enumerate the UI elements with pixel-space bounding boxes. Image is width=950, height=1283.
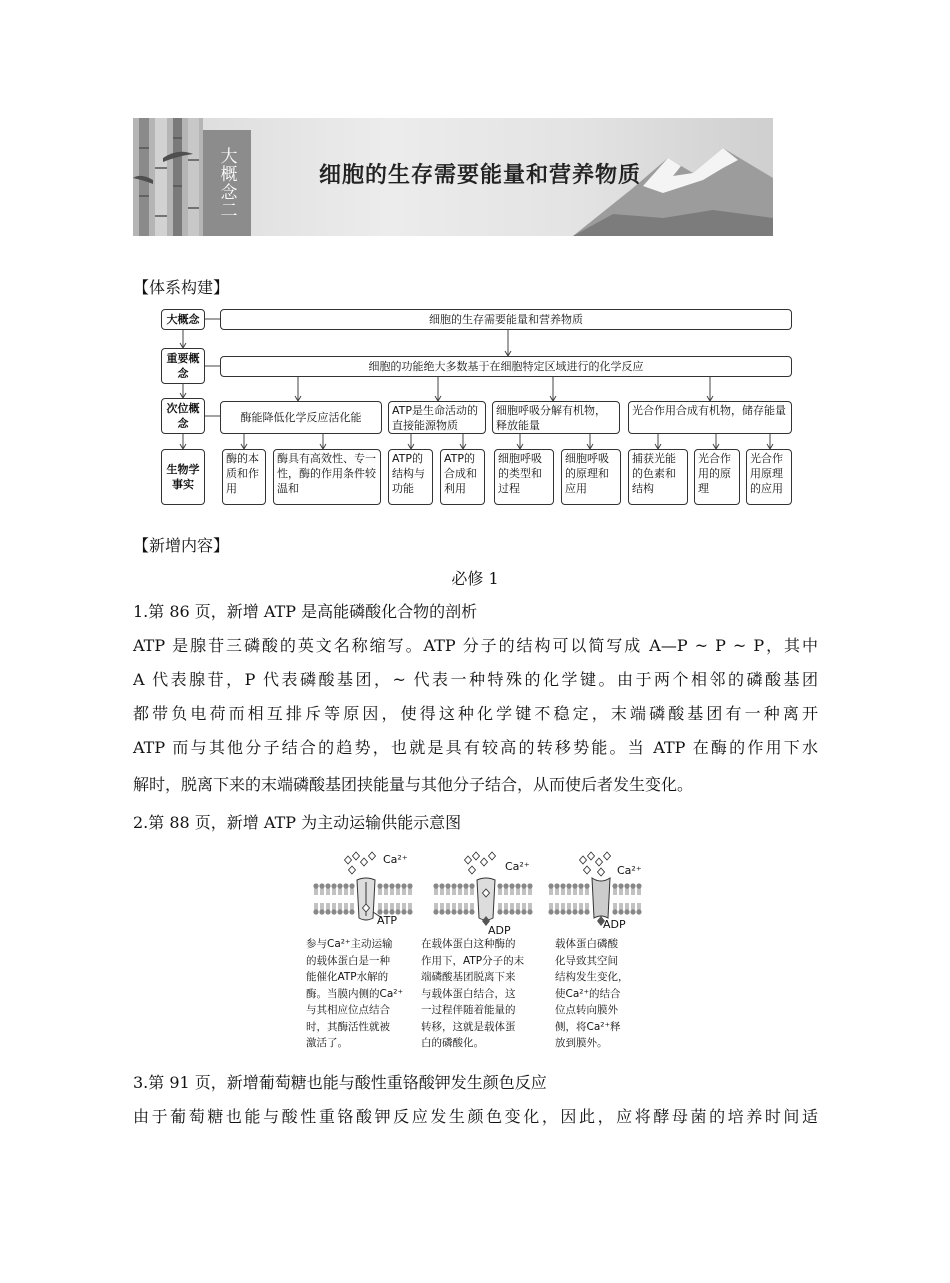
item-heading: 1.第 86 页，新增 ATP 是高能磷酸化合物的剖析 — [133, 602, 478, 621]
item-heading: 3.第 91 页，新增葡萄糖也能与酸性重铬酸钾发生颜色反应 — [133, 1073, 547, 1092]
label-important-concept: 重要概念 — [161, 348, 205, 384]
fact-box: ATP的结构与功能 — [388, 449, 433, 505]
fact-box: 光合作用原理的应用 — [746, 449, 792, 505]
item-heading: 2.第 88 页，新增 ATP 为主动运输供能示意图 — [133, 813, 462, 832]
paragraph-line: 解时，脱离下来的末端磷酸基团挟能量与其他分子结合，从而使后者发生变化。 — [133, 775, 694, 794]
sub-concept-atp: ATP是生命活动的直接能源物质 — [388, 401, 486, 434]
figure-caption-1: 参与Ca²⁺主动运输 的载体蛋白是一种 能催化ATP水解的 酶。当膜内侧的Ca²⁺ 与其相应位点结合 时，其酶活性就被 激活了。 — [306, 938, 404, 1049]
ion-label: Ca²⁺ — [617, 864, 642, 877]
paragraph-line: ATP 是腺苷三磷酸的英文名称缩写。ATP 分子的结构可以简写成 A—P ~ P ~ P，其中 — [133, 636, 818, 655]
label-big-concept: 大概念 — [161, 309, 205, 330]
paragraph-line: A 代表腺苷，P 代表磷酸基团，~ 代表一种特殊的化学键。由于两个相邻的磷酸基团 — [133, 670, 818, 689]
paragraph-line: 由于葡萄糖也能与酸性重铬酸钾反应发生颜色变化，因此，应将酵母菌的培养时间适 — [133, 1107, 818, 1126]
bamboo-illustration — [133, 118, 203, 236]
ion-label: Ca²⁺ — [505, 860, 530, 873]
atp-active-transport-figure — [305, 848, 650, 1058]
concept-map — [158, 303, 798, 513]
fact-box: ATP的合成和利用 — [440, 449, 485, 505]
sub-concept-respiration: 细胞呼吸分解有机物，释放能量 — [492, 401, 620, 434]
paragraph-line: ATP 而与其他分子结合的趋势，也就是具有较高的转移势能。当 ATP 在酶的作用下水 — [133, 738, 818, 757]
paragraph-line: 都带负电荷而相互排斥等原因，使得这种化学键不稳定，末端磷酸基团有一种离开 — [133, 704, 818, 723]
adp-label: ADP — [603, 918, 626, 931]
section-heading-new-content: 【新增内容】 — [133, 536, 230, 555]
fact-box: 酶的本质和作用 — [222, 449, 266, 505]
adp-label: ADP — [488, 924, 511, 937]
label-sub-concept: 次位概念 — [161, 398, 205, 434]
figure-caption-3: 载体蛋白磷酸 化导致其空间 结构发生变化， 使Ca²⁺的结合 位点转向膜外 侧，将Ca²⁺释 放到膜外。 — [555, 938, 629, 1049]
label-bio-facts: 生物学事实 — [161, 449, 205, 505]
fact-box: 捕获光能的色素和结构 — [628, 449, 688, 505]
chapter-banner — [133, 118, 773, 236]
ion-label: Ca²⁺ — [383, 853, 408, 866]
atp-label: ATP — [377, 914, 398, 927]
figure-caption-2: 在载体蛋白这种酶的 作用下，ATP分子的末 端磷酸基团脱离下来 与载体蛋白结合，这 一过程伴随着能量的 转移，这就是载体蛋 白的磷酸化。 — [421, 938, 525, 1049]
membrane-diagrams — [305, 848, 650, 938]
sub-concept-photosynthesis: 光合作用合成有机物，储存能量 — [628, 401, 792, 434]
fact-box: 细胞呼吸的类型和过程 — [494, 449, 554, 505]
chapter-tag — [203, 130, 251, 236]
chapter-title: 细胞的生存需要能量和营养物质 — [319, 163, 642, 188]
subtitle: 必修 1 — [451, 569, 499, 588]
fact-box: 光合作用的原理 — [694, 449, 740, 505]
important-concept-box: 细胞的功能绝大多数基于在细胞特定区域进行的化学反应 — [220, 356, 792, 377]
section-heading-framework: 【体系构建】 — [133, 278, 230, 297]
sub-concept-enzyme: 酶能降低化学反应活化能 — [220, 401, 382, 434]
fact-box: 细胞呼吸的原理和应用 — [561, 449, 621, 505]
fact-box: 酶具有高效性、专一性，酶的作用条件较温和 — [273, 449, 381, 505]
big-concept-box: 细胞的生存需要能量和营养物质 — [220, 309, 792, 330]
chapter-tag-text: 大概念二 — [216, 147, 237, 219]
